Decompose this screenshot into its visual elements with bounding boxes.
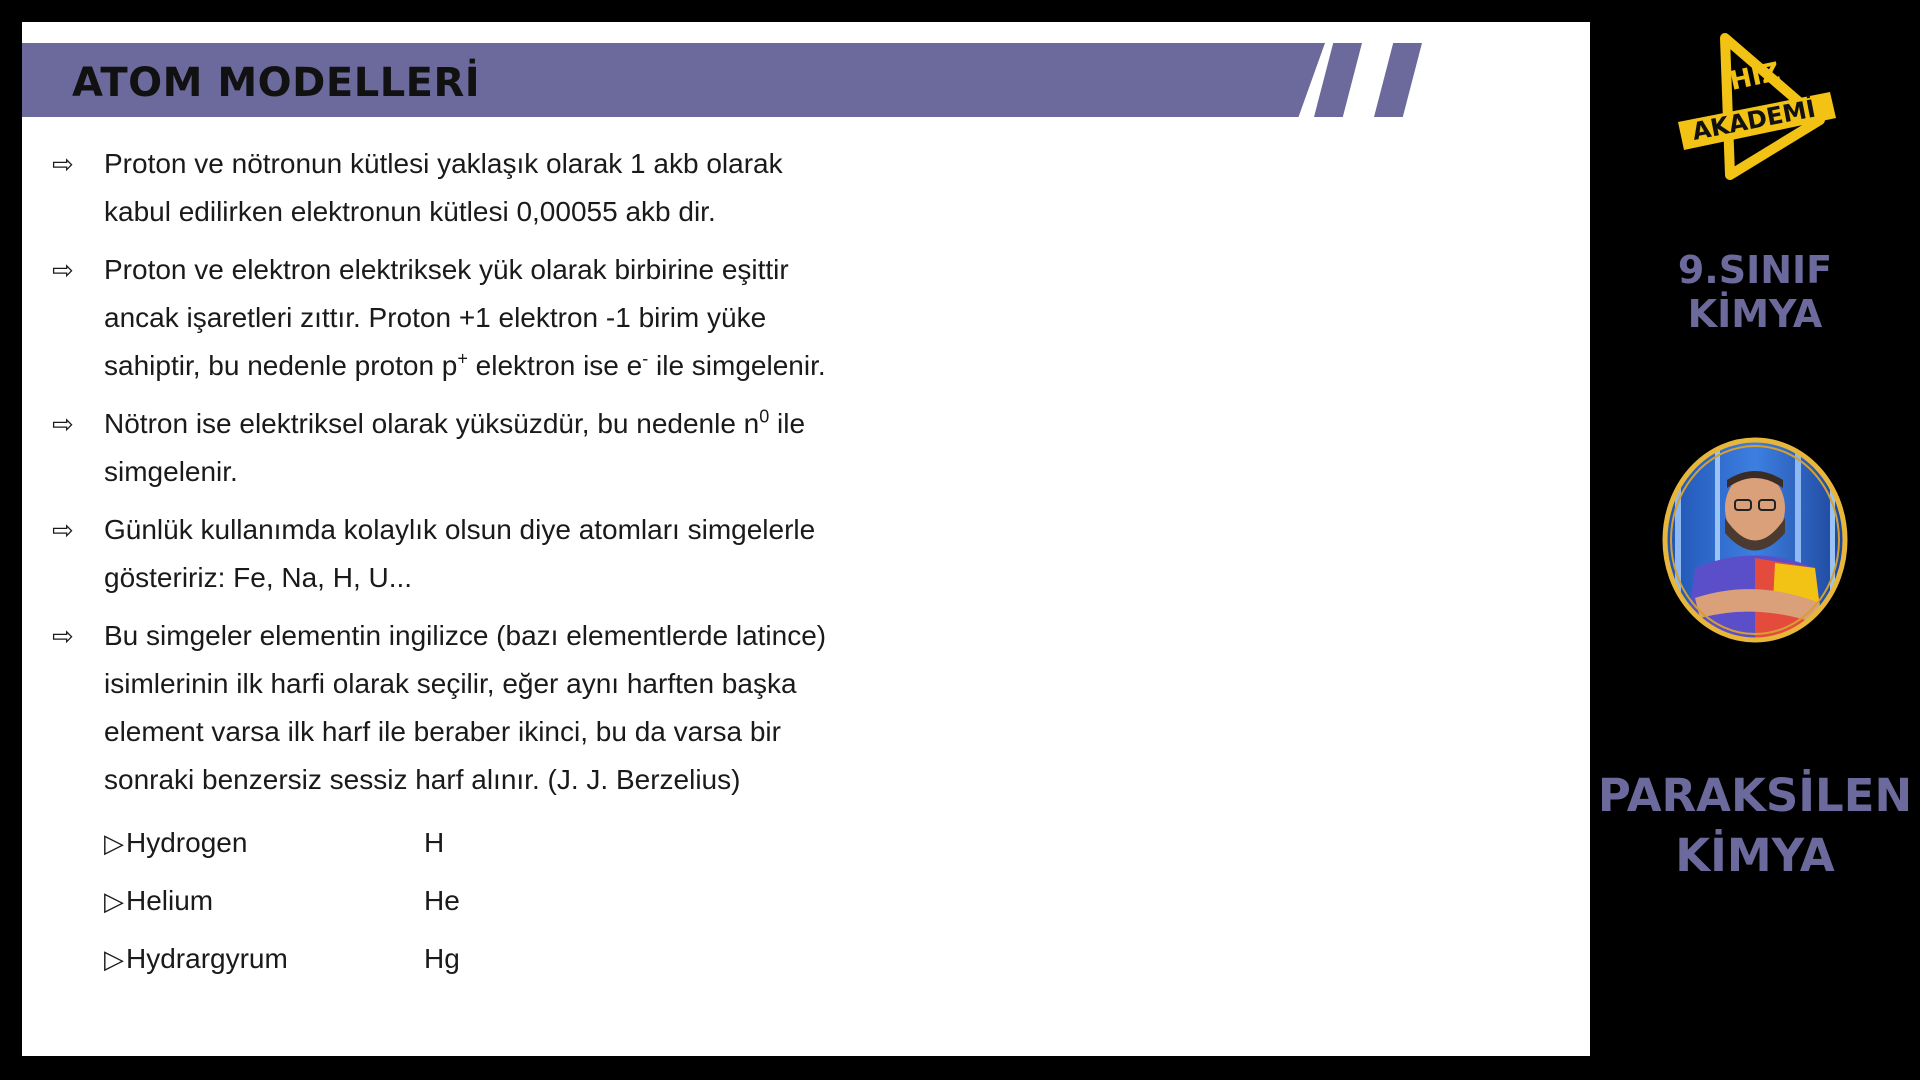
bullet-item bbox=[52, 400, 952, 496]
bullet-line: sonraki benzersiz sessiz harf alınır. (J. J. Berzelius) bbox=[104, 764, 741, 795]
bullet-line bbox=[104, 342, 952, 390]
triangle-right-icon: ▷ bbox=[104, 828, 124, 858]
bullet-line: Bu simgeler elementin ingilizce (bazı elementlerde latince) bbox=[104, 620, 827, 651]
bullet-line: element varsa ilk harf ile beraber ikinci, bu da varsa bir bbox=[104, 716, 781, 747]
bullet-line: gösteririz: Fe, Na, H, U... bbox=[104, 562, 413, 593]
bullet-item bbox=[52, 612, 952, 804]
bullet-line: ancak işaretleri zıttır. Proton +1 elektron -1 birim yüke bbox=[104, 302, 767, 333]
bullet-line bbox=[104, 400, 952, 448]
bullet-text: sahiptir, bu nedenle proton p bbox=[104, 350, 458, 381]
element-row bbox=[104, 814, 952, 872]
bullet-line: simgelenir. bbox=[104, 456, 238, 487]
logo-text-bottom: AKADEMİ bbox=[1689, 94, 1818, 146]
course-label-line: 9.SINIF bbox=[1677, 248, 1833, 292]
channel-label-line: KİMYA bbox=[1675, 829, 1835, 882]
bullet-line: isimlerinin ilk harfi olarak seçilir, eğer aynı harften başka bbox=[104, 668, 797, 699]
bullet-text: elektron ise e bbox=[467, 350, 643, 381]
bullet-item bbox=[52, 140, 952, 236]
channel-label-line: PARAKSİLEN bbox=[1597, 769, 1913, 822]
bullet-line: Günlük kullanımda kolaylık olsun diye atomları simgelerle bbox=[104, 514, 816, 545]
triangle-right-icon: ▷ bbox=[104, 886, 124, 916]
element-symbol: He bbox=[424, 885, 460, 916]
element-symbol-list bbox=[104, 814, 952, 988]
banner-stripe bbox=[1314, 43, 1362, 117]
bullet-text: Nötron ise elektriksel olarak yüksüzdür, bu nedenle n bbox=[104, 408, 760, 439]
bullet-text: ile simgelenir. bbox=[648, 350, 826, 381]
bullet-line: kabul edilirken elektronun kütlesi 0,00055 akb dir. bbox=[104, 196, 716, 227]
hollow-right-arrow-icon: ⇨ bbox=[52, 515, 74, 545]
electron-charge-superscript: - bbox=[642, 348, 649, 369]
hollow-right-arrow-icon: ⇨ bbox=[52, 149, 74, 179]
hiz-akademi-logo bbox=[1670, 30, 1840, 180]
hollow-right-arrow-icon: ⇨ bbox=[52, 409, 74, 439]
proton-charge-superscript: + bbox=[457, 348, 468, 369]
element-symbol: H bbox=[424, 827, 445, 858]
lecture-slide bbox=[22, 22, 1590, 1056]
neutron-charge-superscript: 0 bbox=[759, 406, 770, 427]
triangle-right-icon: ▷ bbox=[104, 944, 124, 974]
element-row bbox=[104, 872, 952, 930]
course-label-line: KİMYA bbox=[1687, 292, 1823, 336]
bullet-item bbox=[52, 506, 952, 602]
logo-text-top: HIZ bbox=[1727, 57, 1783, 97]
bullet-item bbox=[52, 246, 952, 390]
element-row bbox=[104, 930, 952, 988]
element-name: Hydrargyrum bbox=[126, 943, 288, 974]
course-label bbox=[1590, 248, 1920, 336]
teacher-avatar bbox=[1655, 428, 1855, 648]
bullet-line: Proton ve nötronun kütlesi yaklaşık olarak 1 akb olarak bbox=[104, 148, 783, 179]
hollow-right-arrow-icon: ⇨ bbox=[52, 255, 74, 285]
slide-content bbox=[52, 140, 952, 988]
element-name: Helium bbox=[126, 885, 214, 916]
channel-label bbox=[1590, 766, 1920, 886]
hollow-right-arrow-icon: ⇨ bbox=[52, 621, 74, 651]
element-symbol: Hg bbox=[424, 943, 460, 974]
channel-sidebar bbox=[1590, 0, 1920, 1080]
bullet-text: ile bbox=[769, 408, 806, 439]
banner-stripe bbox=[1374, 43, 1422, 117]
slide-title: ATOM MODELLERİ bbox=[72, 60, 481, 106]
bullet-line: Proton ve elektron elektriksek yük olarak birbirine eşittir bbox=[104, 254, 789, 285]
element-name: Hydrogen bbox=[126, 827, 248, 858]
